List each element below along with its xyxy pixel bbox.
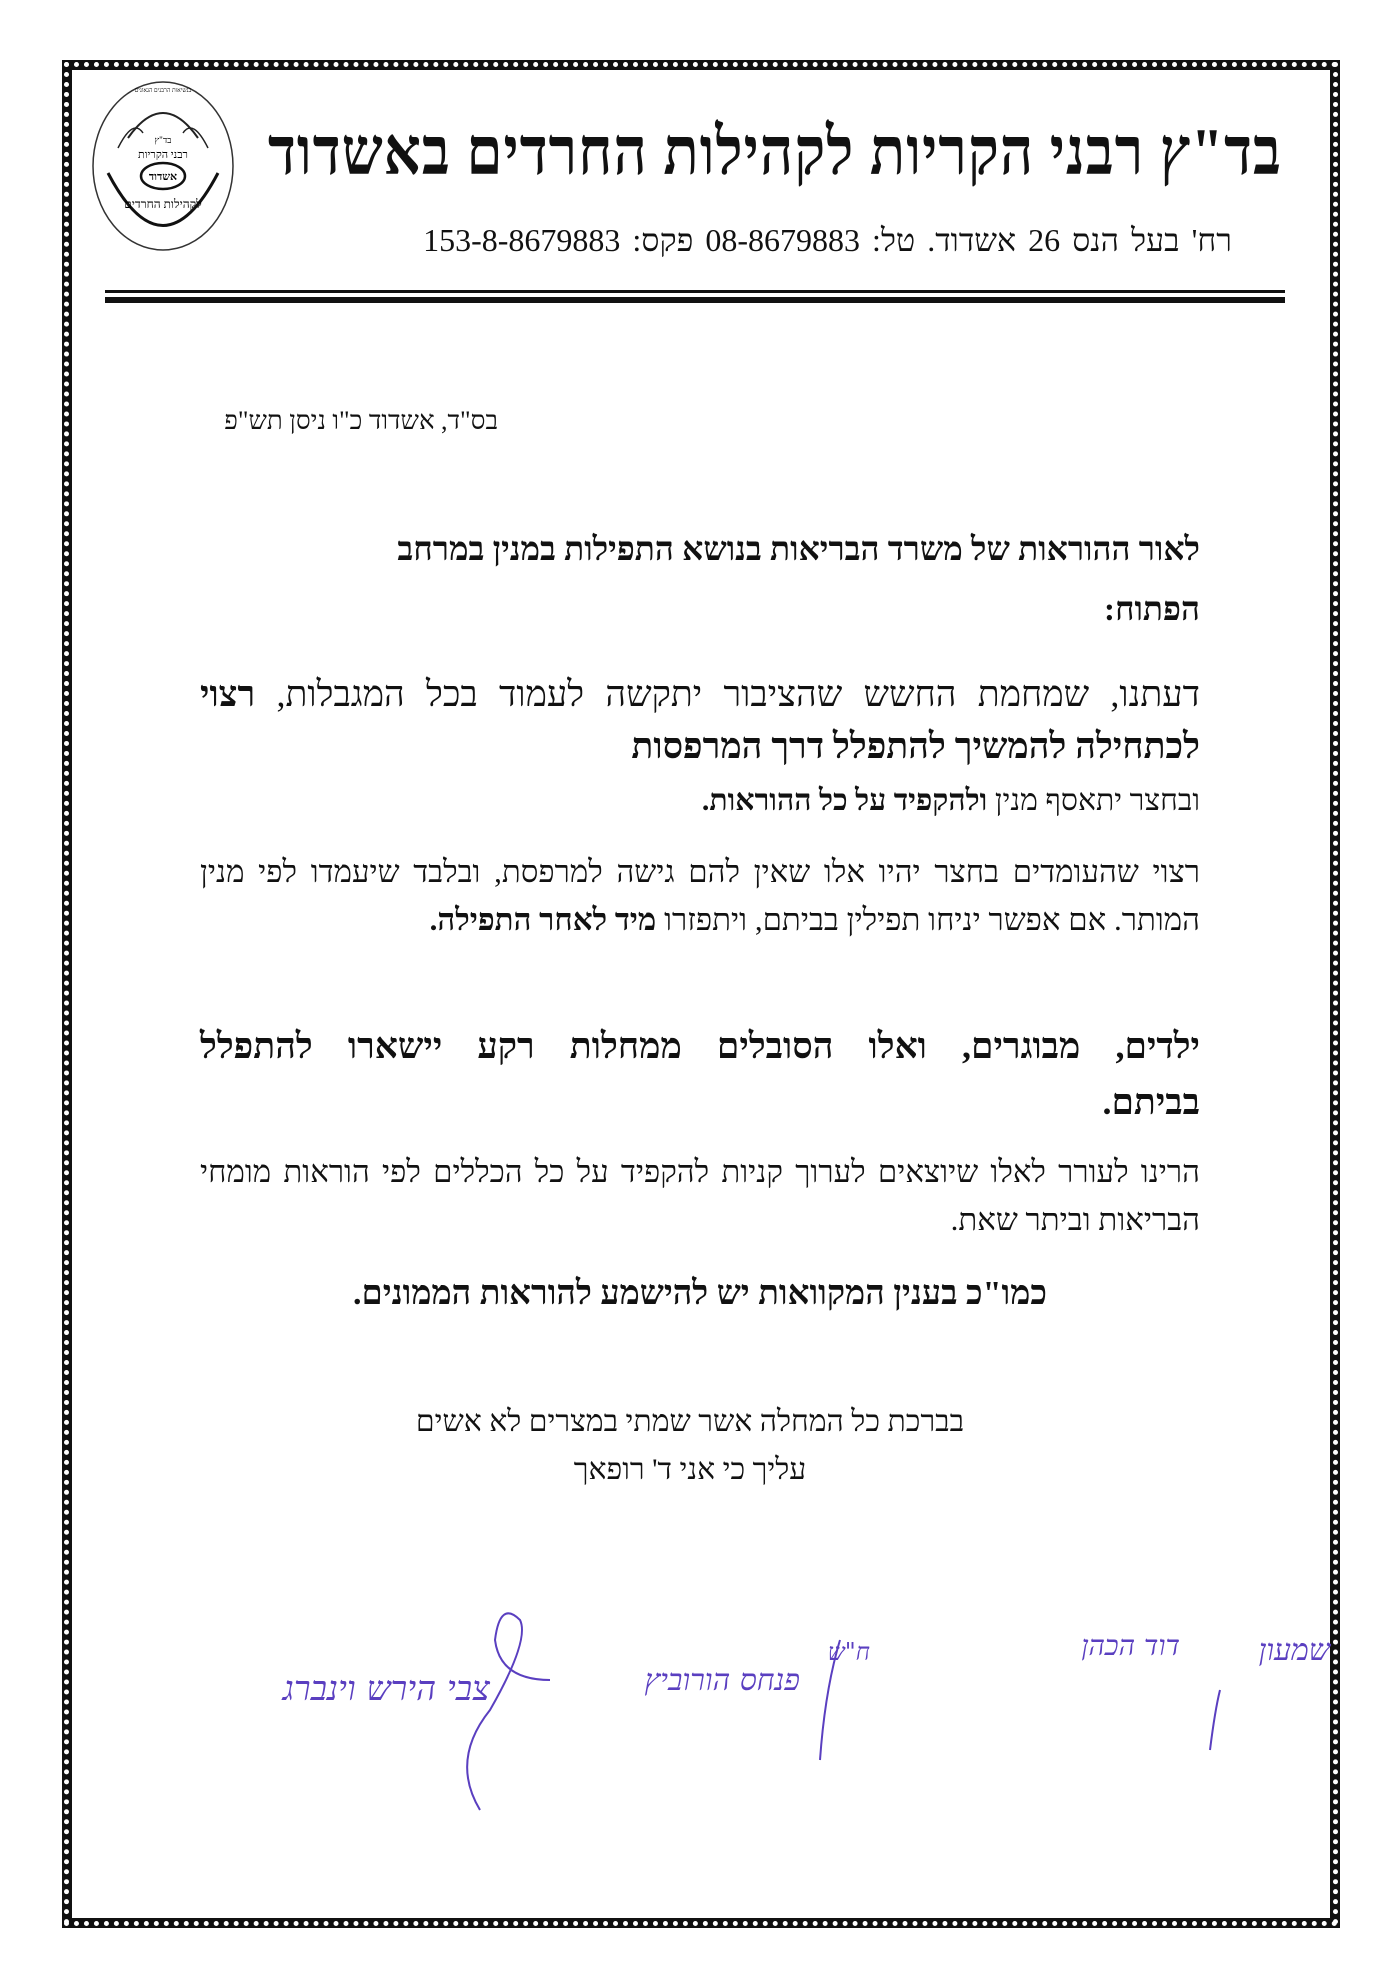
heading-line-2: הפתוח: bbox=[1103, 592, 1200, 628]
svg-text:בד"ץ: בד"ץ bbox=[154, 135, 172, 145]
paragraph-4: הרינו לעורר לאלו שיוצאים לערוך קניות להקפיד על כל הכללים לפי הוראות מומחי הבריאות וביתר שאת. bbox=[200, 1154, 1200, 1237]
signature-5: צבי הירש וינברג bbox=[282, 1669, 490, 1709]
signatures bbox=[150, 1600, 1340, 1820]
svg-text:רבני הקריות: רבני הקריות bbox=[138, 149, 188, 161]
header-rule-thick bbox=[105, 297, 1285, 303]
svg-text:בנשיאות הרבנים הגאונים: בנשיאות הרבנים הגאונים bbox=[134, 88, 192, 94]
paragraph-2 bbox=[200, 848, 1230, 944]
header-rule bbox=[105, 290, 1285, 293]
heading-line-1: לאור ההוראות של משרד הבריאות בנושא התפילות במנין במרחב bbox=[397, 532, 1200, 568]
paragraph-5: כמו"כ בענין המקוואות יש להישמע להוראות הממונים. bbox=[352, 1275, 1047, 1312]
p1-bold: רצוי לכתחילה להמשיך להתפלל דרך המרפסות bbox=[200, 674, 1200, 766]
p2-bold: מיד לאחר התפילה. bbox=[429, 902, 665, 937]
p1-text: דעתנו, שמחמת החשש שהציבור יתקשה לעמוד בכל המגבלות, bbox=[276, 674, 1200, 714]
signature-2: דוד הכהן bbox=[1081, 1629, 1180, 1662]
p1-text-2: ובחצר יתאסף מנין bbox=[994, 784, 1200, 817]
notice-heading bbox=[200, 520, 1200, 640]
p1-bold-2: ולהקפיד על כל ההוראות. bbox=[701, 784, 995, 817]
closing-line-1: בברכת כל המחלה אשר שמתי במצרים לא אשים bbox=[415, 1405, 965, 1438]
paragraph-3: ילדים, מבוגרים, ואלו הסובלים ממחלות רקע יישארו להתפלל בביתם. bbox=[200, 1026, 1200, 1122]
p2-text: רצוי שהעומדים בחצר יהיו אלו שאין להם גישה למרפסת, ובלבד שיעמדו לפי מנין המותר. אם אפשר יניחו תפילין בביתם, ויתפזרו bbox=[200, 854, 1200, 937]
svg-text:אשדוד: אשדוד bbox=[148, 171, 178, 183]
date-line: בס"ד, אשדוד כ"ו ניסן תש"פ bbox=[224, 406, 498, 435]
closing-line-2: עליך כי אני ד' רופאך bbox=[573, 1453, 807, 1486]
seal-logo bbox=[88, 78, 238, 253]
signature-1: שמעון bbox=[1258, 1633, 1330, 1668]
signature-loop bbox=[467, 1613, 550, 1810]
closing-blessing bbox=[300, 1398, 1080, 1494]
svg-text:לקהילות החרדים: לקהילות החרדים bbox=[124, 197, 202, 211]
organization-title: בד"ץ רבני הקריות לקהילות החרדים באשדוד bbox=[267, 114, 1282, 189]
contact-line: רח' בעל הנס 26 אשדוד. טל: 08-8679883 פקס: 153-8-8679883 bbox=[423, 222, 1232, 258]
signature-4: פנחס הורוביץ bbox=[644, 1663, 800, 1698]
paragraph-1 bbox=[200, 668, 1230, 827]
signature-stroke bbox=[1210, 1690, 1220, 1750]
signature-3: ח"ש bbox=[827, 1638, 870, 1666]
